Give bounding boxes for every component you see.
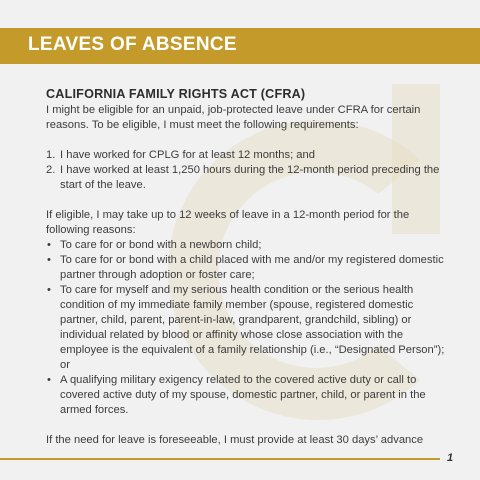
content-body xyxy=(46,87,446,448)
list-item xyxy=(46,238,446,253)
page-number: 1 xyxy=(447,452,454,464)
bullet-icon: • xyxy=(47,284,51,296)
list-item-text: I have worked for CPLG for at least 12 months; and xyxy=(60,149,315,161)
list-number: 1. xyxy=(46,149,56,161)
list-item xyxy=(46,373,446,418)
list-item-text: I have worked at least 1,250 hours during the 12-month period preceding the start of the leave. xyxy=(60,164,440,191)
page-title: LEAVES OF ABSENCE xyxy=(28,34,237,55)
list-item-text: To care for myself and my serious health condition or the serious health condition of my immediate family member (spouse, registered domestic partner, child, parent, parent-in-law, grandparent, grandchild, sibling) or individual related by blood or affinity whose close association with the employee is the equivalent of a family relationship (i.e., “Designated Person”); or xyxy=(60,284,445,371)
list-item-text: To care for or bond with a child placed with me and/or my registered domestic partner through adoption or foster care; xyxy=(60,254,444,281)
list-item-text: To care for or bond with a newborn child; xyxy=(60,239,262,251)
list-number: 2. xyxy=(46,164,56,176)
intro-paragraph: I might be eligible for an unpaid, job-protected leave under CFRA for certain reasons. To be eligible, I must meet the following requirements: xyxy=(46,104,421,131)
list-item-text: A qualifying military exigency related to the covered active duty or call to covered active duty of my spouse, domestic partner, child, or parent in the armed forces. xyxy=(60,374,426,416)
list-item xyxy=(46,253,446,283)
footer-divider xyxy=(0,458,440,460)
reasons-list xyxy=(46,238,446,418)
bullet-icon: • xyxy=(47,254,51,266)
list-item xyxy=(46,148,446,163)
section-title: CALIFORNIA FAMILY RIGHTS ACT (CFRA) xyxy=(46,87,306,101)
bullet-icon: • xyxy=(47,374,51,386)
closing-paragraph: If the need for leave is foreseeable, I must provide at least 30 days’ advance xyxy=(46,434,424,446)
bullet-icon: • xyxy=(47,239,51,251)
list-item xyxy=(46,163,446,193)
list-item xyxy=(46,283,446,373)
requirements-list xyxy=(46,148,446,193)
reasons-intro: If eligible, I may take up to 12 weeks of leave in a 12-month period for the following reasons: xyxy=(46,209,410,236)
